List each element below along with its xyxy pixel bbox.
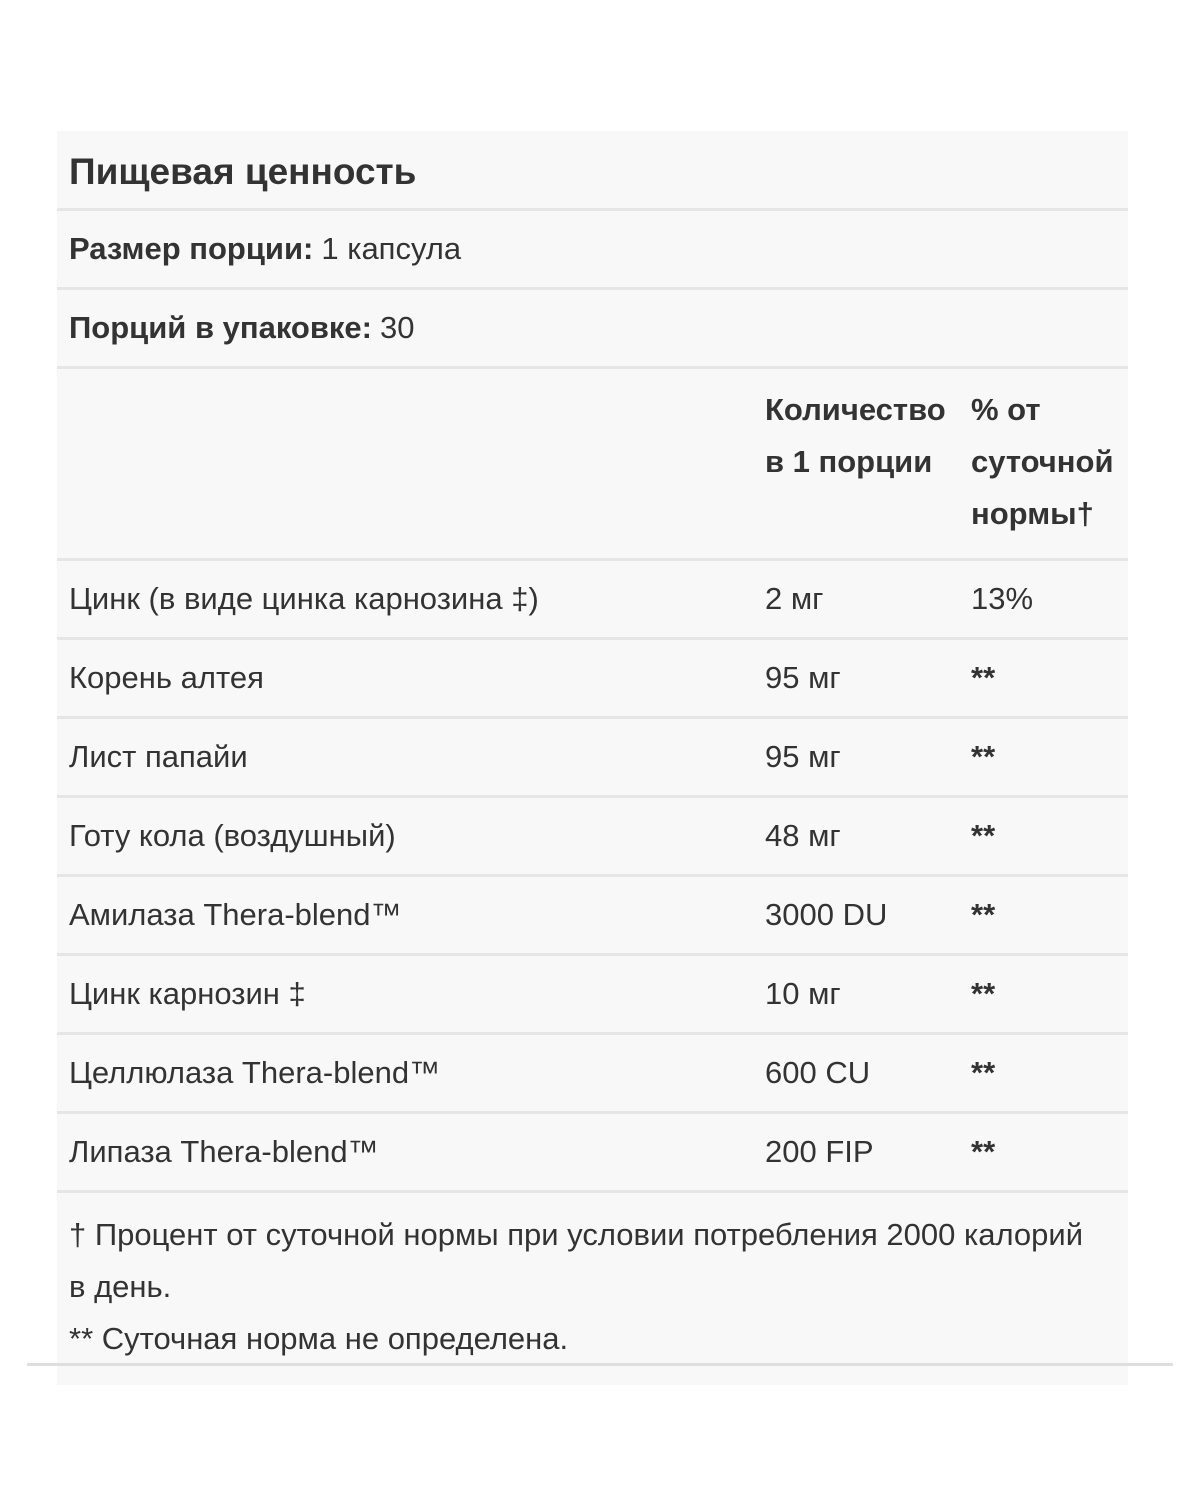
table-row bbox=[57, 718, 1128, 797]
footnote-daily-value: † Процент от суточной нормы при условии потребления 2000 калорий в день. bbox=[69, 1217, 1084, 1304]
ingredient-amount: 95 мг bbox=[754, 639, 963, 718]
ingredient-name: Цинк (в виде цинка карнозина ‡) bbox=[57, 560, 754, 639]
serving-size-row bbox=[57, 211, 1128, 290]
footnotes bbox=[57, 1193, 1128, 1385]
table-row bbox=[57, 876, 1128, 955]
table-row bbox=[57, 1113, 1128, 1192]
footnote-not-established: ** Суточная норма не определена. bbox=[69, 1321, 569, 1356]
ingredient-daily-value: ** bbox=[963, 876, 1128, 955]
ingredient-daily-value: ** bbox=[963, 797, 1128, 876]
ingredient-daily-value: ** bbox=[963, 1113, 1128, 1192]
table-header-row bbox=[57, 369, 1128, 560]
ingredient-name: Готу кола (воздушный) bbox=[57, 797, 754, 876]
ingredient-name: Амилаза Thera-blend™ bbox=[57, 876, 754, 955]
ingredient-name: Лист папайи bbox=[57, 718, 754, 797]
ingredient-daily-value: ** bbox=[963, 955, 1128, 1034]
ingredient-name: Корень алтея bbox=[57, 639, 754, 718]
amount-column-header: Количество в 1 порции bbox=[754, 369, 963, 560]
ingredient-amount: 48 мг bbox=[754, 797, 963, 876]
panel-title: Пищевая ценность bbox=[69, 150, 417, 192]
table-row bbox=[57, 797, 1128, 876]
ingredient-column-header bbox=[57, 369, 754, 560]
ingredient-amount: 600 CU bbox=[754, 1034, 963, 1113]
ingredient-amount: 200 FIP bbox=[754, 1113, 963, 1192]
ingredient-amount: 3000 DU bbox=[754, 876, 963, 955]
ingredient-name: Цинк карнозин ‡ bbox=[57, 955, 754, 1034]
ingredient-amount: 10 мг bbox=[754, 955, 963, 1034]
ingredient-amount: 2 мг bbox=[754, 560, 963, 639]
serving-size-value: 1 капсула bbox=[321, 231, 462, 266]
ingredient-daily-value: 13% bbox=[963, 560, 1128, 639]
servings-per-container-label: Порций в упаковке: bbox=[69, 310, 372, 345]
table-row bbox=[57, 560, 1128, 639]
ingredient-daily-value: ** bbox=[963, 1034, 1128, 1113]
daily-value-column-header: % от суточной нормы† bbox=[963, 369, 1128, 560]
ingredient-daily-value: ** bbox=[963, 639, 1128, 718]
ingredient-amount: 95 мг bbox=[754, 718, 963, 797]
nutrition-table bbox=[57, 369, 1128, 1193]
servings-per-container-value: 30 bbox=[380, 310, 415, 345]
servings-per-container-row bbox=[57, 290, 1128, 369]
title-row bbox=[57, 131, 1128, 211]
table-row bbox=[57, 955, 1128, 1034]
nutrition-facts-panel bbox=[57, 131, 1128, 1385]
serving-size-label: Размер порции: bbox=[69, 231, 314, 266]
bottom-divider bbox=[27, 1363, 1173, 1366]
table-row bbox=[57, 639, 1128, 718]
ingredient-name: Целлюлаза Thera-blend™ bbox=[57, 1034, 754, 1113]
table-row bbox=[57, 1034, 1128, 1113]
ingredient-name: Липаза Thera-blend™ bbox=[57, 1113, 754, 1192]
ingredient-daily-value: ** bbox=[963, 718, 1128, 797]
